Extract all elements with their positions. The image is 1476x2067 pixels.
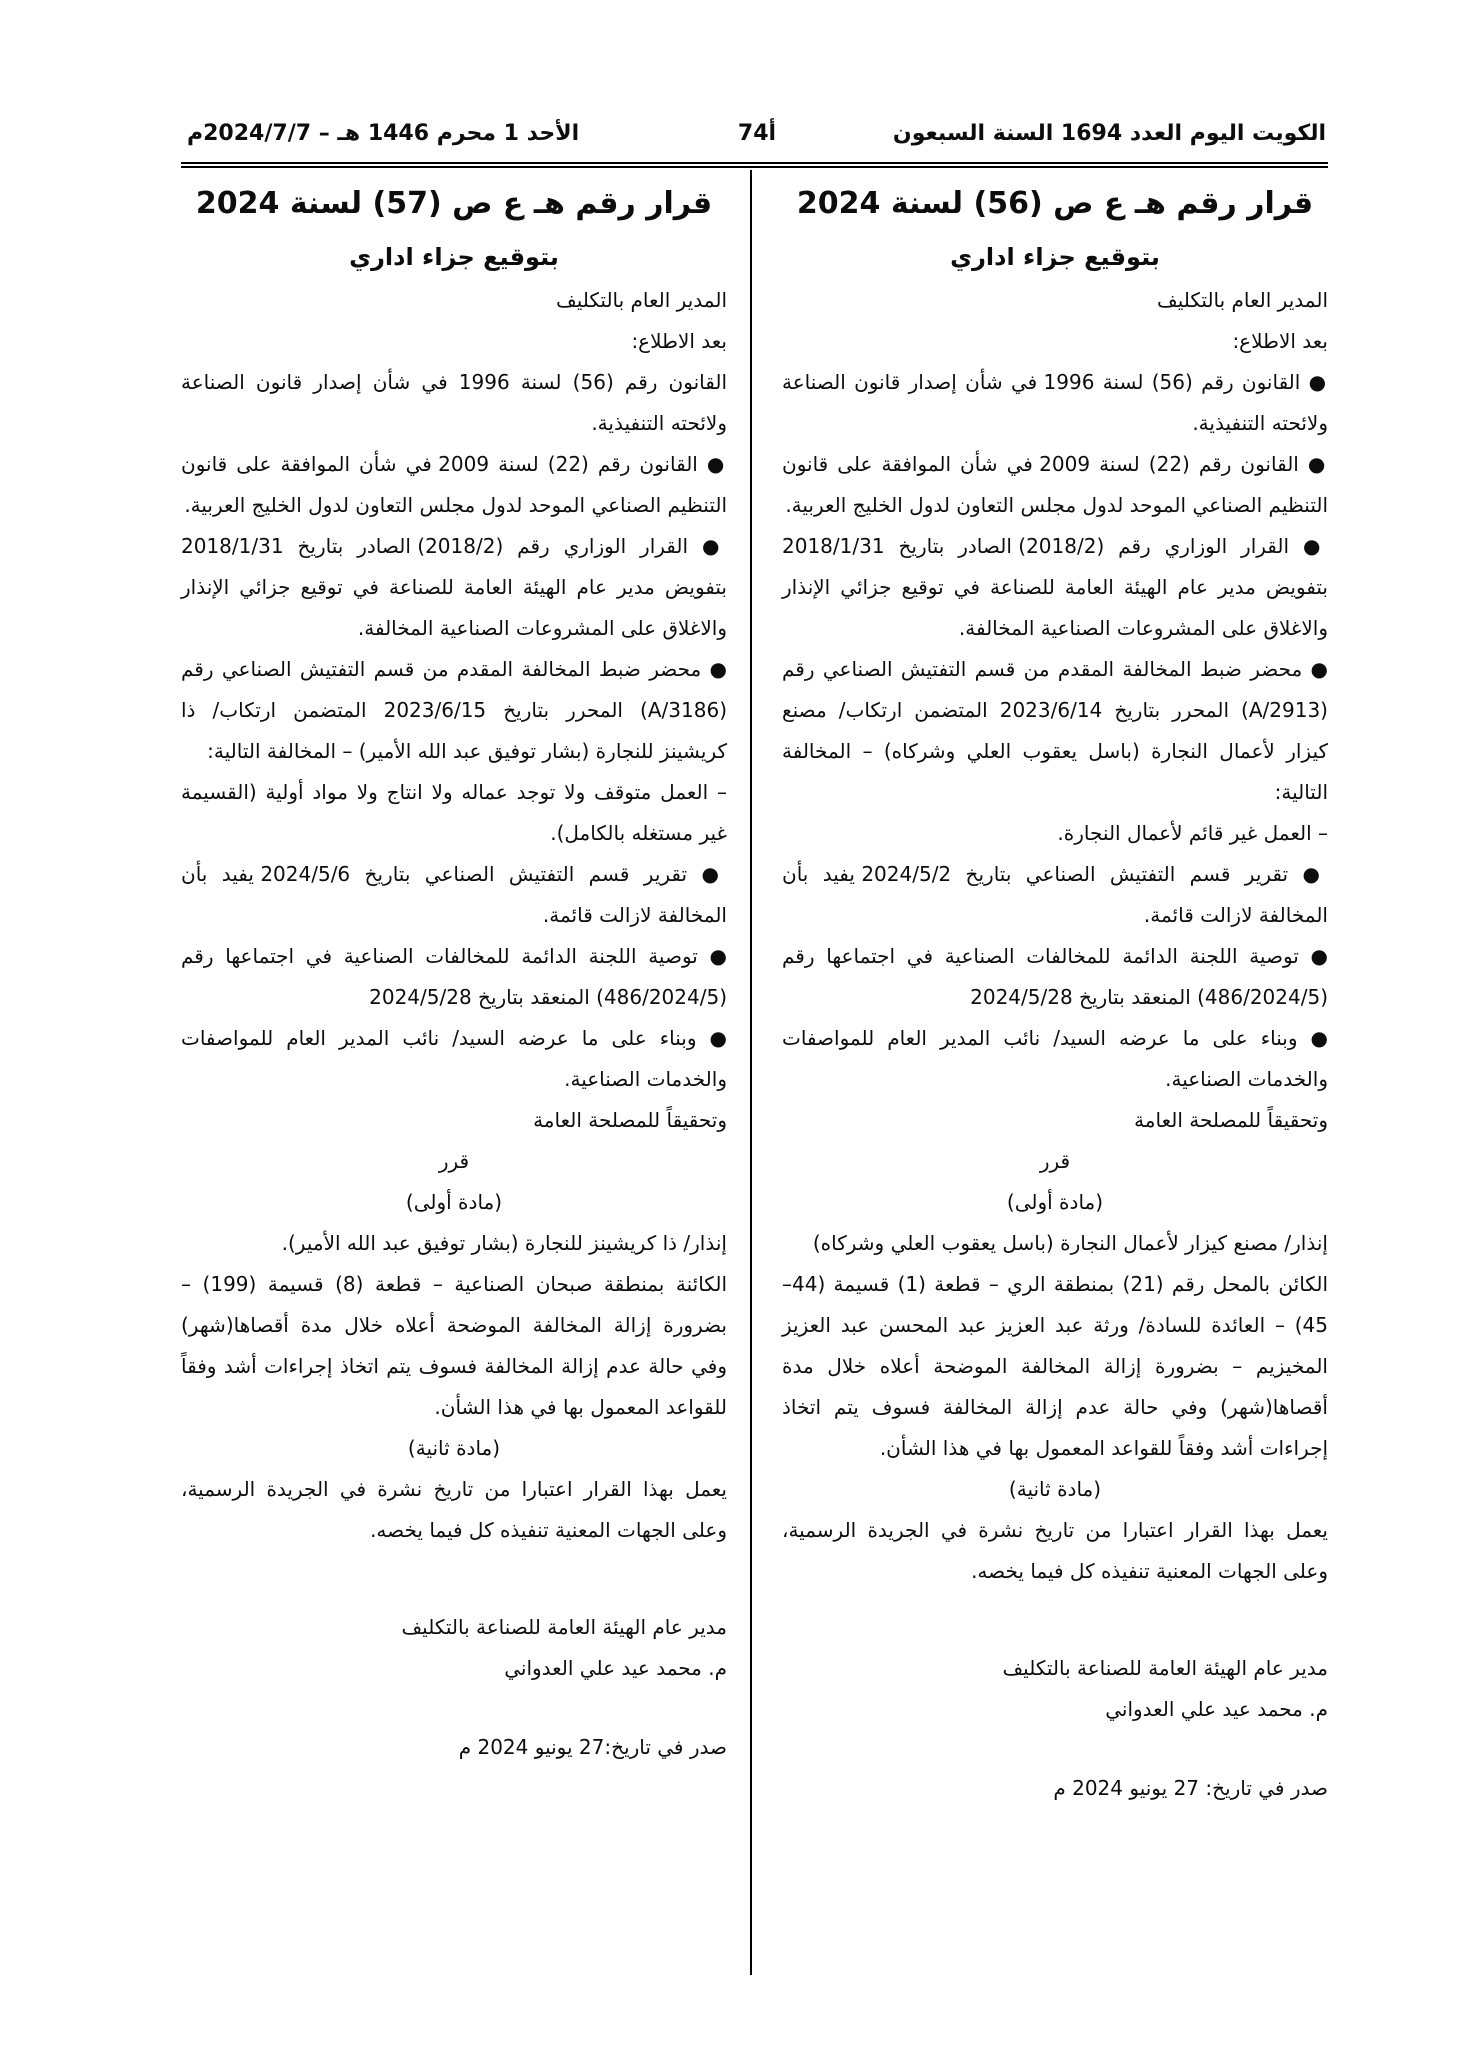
authority-line: المدير العام بالتكليف (1157, 288, 1328, 312)
recital-item: ● القانون رقم (22) لسنة 2009 في شأن الموافقة على قانون التنظيم الصناعي الموحد لدول مجلس التعاون لدول الخليج العربية. (782, 452, 1328, 517)
recital-violation-item: – العمل متوقف ولا توجد عماله ولا انتاج ولا مواد أولية (القسيمة غير مستغله بالكامل). (181, 780, 727, 845)
recital-violation-item: – العمل غير قائم لأعمال النجارة. (1057, 821, 1328, 845)
recital-item: ● وبناء على ما عرضه السيد/ نائب المدير العام للمواصفات والخدمات الصناعية. (782, 1026, 1328, 1091)
article-2-paragraph: يعمل بهذا القرار اعتبارا من تاريخ نشرة في الجريدة الرسمية، وعلى الجهات المعنية تنفيذه كل فيما يخصه. (782, 1518, 1328, 1583)
signatory-name: م. محمد عيد علي العدواني (504, 1656, 727, 1680)
header-publication: الكويت اليوم العدد 1694 السنة السبعون (892, 121, 1326, 146)
signatory-name: م. محمد عيد علي العدواني (1105, 1697, 1328, 1721)
article-2-paragraph: يعمل بهذا القرار اعتبارا من تاريخ نشرة في الجريدة الرسمية، وعلى الجهات المعنية تنفيذه كل فيما يخصه. (181, 1477, 727, 1542)
recital-item: ● وبناء على ما عرضه السيد/ نائب المدير العام للمواصفات والخدمات الصناعية. (181, 1026, 727, 1091)
recital-item: ● محضر ضبط المخالفة المقدم من قسم التفتيش الصناعي رقم (A/2913) المحرر بتاريخ 2023/6/14 المتضمن ارتكاب/ مصنع كيزار لأعمال النجارة (باسل يعقوب العلي وشركاه) – المخالفة التالية: (782, 657, 1328, 804)
article-1-paragraph: الكائن بالمحل رقم (21) بمنطقة الري – قطعة (1) قسيمة (44–45) – العائدة للسادة/ ورثة عبد العزيز عبد المحسن عبد العزيز المخيزيم – بضرورة إزالة المخالفة الموضحة أعلاه خلال مدة أقصاها(شهر) وفي حالة عدم إزالة المخالفة فسوف يتم اتخاذ إجراءات أشد وفقاً للقواعد المعمول بها في هذا الشأن. (782, 1272, 1328, 1460)
article-1-heading: (مادة أولى) (1006, 1190, 1104, 1214)
header-page-number: 74أ (737, 121, 777, 146)
article-2-heading: (مادة ثانية) (1008, 1477, 1102, 1501)
decided-heading: قرر (438, 1149, 470, 1173)
issue-date: صدر في تاريخ: 27 يونيو 2024 م (1053, 1776, 1328, 1800)
article-2-heading: (مادة ثانية) (407, 1436, 501, 1460)
recital-item: ● توصية اللجنة الدائمة للمخالفات الصناعية في اجتماعها رقم (486/2024/5) المنعقد بتاريخ 2024/5/28 (181, 944, 727, 1009)
recital-item: ● تقرير قسم التفتيش الصناعي بتاريخ 2024/5/6 يفيد بأن المخالفة لازالت قائمة. (181, 862, 727, 927)
recital-item: ● القرار الوزاري رقم (2018/2) الصادر بتاريخ 2018/1/31 بتفويض مدير عام الهيئة العامة للصناعة في توقيع جزائي الإنذار والاغلاق على المشروعات الصناعية المخالفة. (782, 534, 1329, 640)
decided-heading: قرر (1039, 1149, 1071, 1173)
decision-title: قرار رقم هـ ع ص (56) لسنة 2024 (796, 186, 1314, 221)
article-1-paragraph: إنذار/ ذا كريشينز للنجارة (بشار توفيق عبد الله الأمير). (281, 1231, 727, 1255)
signatory-title: مدير عام الهيئة العامة للصناعة بالتكليف (1002, 1656, 1328, 1680)
header-date: الأحد 1 محرم 1446 هـ – 2024/7/7م (187, 121, 580, 146)
preamble-label: بعد الاطلاع: (1232, 329, 1328, 353)
public-interest-line: وتحقيقاً للمصلحة العامة (1134, 1108, 1328, 1132)
article-1-heading: (مادة أولى) (405, 1190, 503, 1214)
decision-57 (181, 180, 727, 1768)
recital-item: ● القرار الوزاري رقم (2018/2) الصادر بتاريخ 2018/1/31 بتفويض مدير عام الهيئة العامة للصناعة في توقيع جزائي الإنذار والاغلاق على المشروعات الصناعية المخالفة. (181, 534, 728, 640)
authority-line: المدير العام بالتكليف (556, 288, 727, 312)
recital-item: ● محضر ضبط المخالفة المقدم من قسم التفتيش الصناعي رقم (A/3186) المحرر بتاريخ 2023/6/15 المتضمن ارتكاب/ ذا كريشينز للنجارة (بشار توفيق عبد الله الأمير) – المخالفة التالية: (181, 657, 727, 763)
recital-item: ● القانون رقم (22) لسنة 2009 في شأن الموافقة على قانون التنظيم الصناعي الموحد لدول مجلس التعاون لدول الخليج العربية. (181, 452, 727, 517)
article-1-paragraph: إنذار/ مصنع كيزار لأعمال النجارة (باسل يعقوب العلي وشركاه) (812, 1231, 1328, 1255)
signatory-title: مدير عام الهيئة العامة للصناعة بالتكليف (401, 1615, 727, 1639)
recital-item: ● القانون رقم (56) لسنة 1996 في شأن إصدار قانون الصناعة ولائحته التنفيذية. (782, 370, 1328, 435)
page-header (181, 112, 1328, 168)
preamble-label: بعد الاطلاع: (631, 329, 727, 353)
public-interest-line: وتحقيقاً للمصلحة العامة (533, 1108, 727, 1132)
decision-title: قرار رقم هـ ع ص (57) لسنة 2024 (195, 186, 713, 221)
recital-item: القانون رقم (56) لسنة 1996 في شأن إصدار قانون الصناعة ولائحته التنفيذية. (181, 370, 728, 435)
recital-item: ● تقرير قسم التفتيش الصناعي بتاريخ 2024/5/2 يفيد بأن المخالفة لازالت قائمة. (782, 862, 1328, 927)
issue-date: صدر في تاريخ:27 يونيو 2024 م (458, 1735, 727, 1759)
column-divider (750, 170, 752, 1975)
decision-subtitle: بتوقيع جزاء اداري (349, 243, 559, 271)
decision-subtitle: بتوقيع جزاء اداري (950, 243, 1160, 271)
decision-56 (782, 180, 1328, 1809)
recital-item: ● توصية اللجنة الدائمة للمخالفات الصناعية في اجتماعها رقم (486/2024/5) المنعقد بتاريخ 2024/5/28 (782, 944, 1328, 1009)
article-1-paragraph: الكائنة بمنطقة صبحان الصناعية – قطعة (8) قسيمة (199) – بضرورة إزالة المخالفة الموضحة أعلاه خلال مدة أقصاها(شهر) وفي حالة عدم إزالة المخالفة فسوف يتم اتخاذ إجراءات أشد وفقاً للقواعد المعمول بها في هذا الشأن. (181, 1272, 727, 1419)
